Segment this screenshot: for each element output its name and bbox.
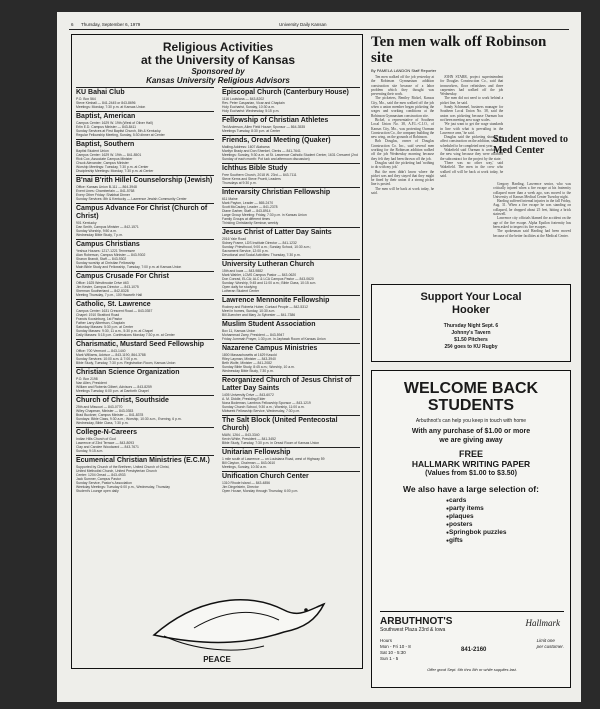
article-paragraph: Douglas said the picketing should not affect construction on the addition, which is scheduled to be completed next year. [440, 135, 504, 148]
organization-name: Campus Christians [76, 241, 140, 248]
organization-name: University Lutheran Church [222, 261, 315, 268]
ad-offer-values: (Values from $1.00 to $3.50) [425, 470, 517, 477]
organization-name: Baptist, Southern [76, 141, 135, 148]
directory-entry [76, 239, 214, 269]
directory-entry [76, 139, 214, 173]
organization-name: College-N-Careers [76, 429, 138, 436]
organization-details: 611 Maine Mark Payton, Leader — 865-2470 Scott McCauley, Leader — 841-2378 Diane Garber, Staff — 843-8914 Large Group Meeting: Friday, 7:30 p.m. in Kansas Union Family Groups at different times Thinking Christianity Seminar, weekly [222, 197, 307, 225]
organization-details: Ted Anderson, Allen Field House; Sponsor — 864-3535 Meetings Tuesday, 8:30 p.m. at Center [222, 125, 306, 133]
store-name: ARBUTHNOT'S [380, 616, 453, 627]
organization-details: Box 11, Kansas Union Mohammad Zarry, President — 843-5947 Friday Jummah Prayer, 1:30 p.m. in Jayhawk Room of Kansas Union [222, 329, 326, 341]
organization-name: Reorganized Church of Jesus Christ of Latter Day Saints [222, 377, 352, 392]
directory-entry [222, 295, 360, 317]
organization-name: Ecumenical Christian Ministries (E.C.M.) [76, 457, 210, 464]
rugby-ad-price: $1.50 Pitchers [454, 337, 488, 343]
article-paragraph: Harding suffered internal injuries in the fall Friday, Aug. 31. When a fire escape he was standing on collapsed, he dropped about 25 feet, hitting a brick stairwell. [493, 199, 571, 217]
organization-details: Campus Center: 1631 Crescent Road — 843-0357 Chapel: 1910 Stratford Road Francis Kocsinburg, 1st Pastor Father Larry Albertson, Chaplain Saturday Masses: 5:30 p.m. at Center Sunday Masses: 9:30, 11 a.m., 5:30 p.m. at Chapel Daily Masses: 5:15 p.m. Confessions Monday 7:30 p.m. at Center [76, 309, 175, 337]
directory-sponsor-line2: Kansas University Religious Advisors [146, 76, 290, 85]
organization-details: Yeshua Houses: 1217-1221 Tennessee Alan Roberson, Campus Minister — 843-9302 Sharon Brandt, Staff — 843-9302 Sunday worship at Christian Fellowship Main Bible Study and Fellowship, Tuesday, 7:00 p.m. at Kansas Union [76, 249, 182, 269]
side-article-body [493, 182, 571, 238]
organization-details: 1310 Rhode Island — 843-4856 Jim Dingelstein, Director Open House, Monday through Thursday, 6:00 p.m. [222, 481, 299, 493]
limit-line2: per customer. [536, 644, 564, 649]
directory-right-column [222, 87, 360, 647]
organization-name: Intervarsity Christian Fellowship [222, 189, 331, 196]
organization-details: 901 Kentucky Dan Smith, Campus Minister — 842-1571 Sunday Worship, 9:50 a.m. Wednesday Bible Study, 7 p.m. [76, 221, 139, 237]
rugby-ad-cause: 25¢ goes to KU Rugby [444, 344, 498, 350]
article-paragraph: Bob Douglas, owner of Douglas Construction Co. Inc., said several men working for the Robinson addition walked off the job Wednesday morning because they felt they had been thrown off the job. [371, 139, 435, 161]
limit-note [537, 638, 564, 662]
article-paragraph: JOHN STARR, project superintendent for Douglas Construction Co., said that ironworkers, floor refinishers and three carpenters had walked off the job Wednesday. [440, 75, 504, 97]
page-date: Thursday, September 6, 1979 [81, 22, 141, 27]
organization-details: MAIN, 1264 — 843-3340 Kevin White, President — 841-3452 Bible Study, Tuesday, 7:30 p.m. in Oread Room of Kansas Union [222, 433, 320, 445]
organization-details: 2016 Yale Road Sidney Frame, LDS Institute Director — 841-1232 Sunday: Priesthood, 9:00 a.m.; Sunday School, 10:30 a.m.; Sacrament Service, 12:00 p.m. Devotional and Social Activities: Thursday, 7:30 p.m. [222, 237, 312, 257]
article-paragraph: But the men didn't know where the picket was and they stayed that they might be fined by their union if a strong picket line is posted. [371, 169, 435, 187]
organization-name: Muslim Student Association [222, 321, 316, 328]
organization-name: Episcopal Church (Canterbury House) [222, 89, 349, 96]
ad-welcome-line2: STUDENTS [427, 397, 515, 414]
peace-caption: PEACE [203, 655, 231, 664]
directory-title-line2: at the University of Kansas [140, 53, 296, 67]
organization-name: Christian Science Organization [76, 369, 180, 376]
article-paragraph: The spokesman said Harding had been moved because of the better facilities at the Medical Center. [493, 229, 571, 238]
article-headline: Ten men walk off Robinson site [371, 34, 547, 66]
organization-name: KU Bahai Club [76, 89, 125, 96]
organization-name: Unification Church Center [222, 473, 309, 480]
organization-details: Supported by Church of the Brethren, United Church of Christ, United Methodist Church, United Presbyterian Church Center: 1204 Oread — 843-4933 Jack Sumner, Campus Pastor Sunday Service, Pastor's Association Weekday Meetings: Tuesday 6:00 p.m., Wednesday, Thursday Student's Lounge open daily [76, 465, 170, 493]
directory-entry [222, 187, 360, 225]
organization-name: Unitarian Fellowship [222, 449, 291, 456]
ad-also-line: We also have a large selection of: [403, 484, 539, 494]
directory-entry [76, 87, 214, 109]
directory-entry [222, 447, 360, 469]
article-column-1 [371, 75, 434, 195]
ad-help-line: Arbuthnot's can help you keep in touch with home [415, 418, 527, 424]
organization-details: P.O. Box 2198 Nan Allen, President William and Roberta Gilbert, Advisors — 843-8259 Meetings Tuesday, 6:00 p.m. at Danforth Chapel [76, 377, 152, 393]
directory-entry [76, 427, 214, 453]
directory-entry [76, 339, 214, 365]
directory-entry [222, 343, 360, 373]
organization-details: 1 mile south of Lawrence — on Louisiana Road, west of Highway 59 Bill Clayton, Chairman — 843-0610 Meetings, Sunday, 10:30 a.m. [222, 457, 325, 469]
organization-name: Jesus Christ of Latter Day Saints [222, 229, 332, 236]
directory-entry [222, 115, 360, 133]
ad-item: ● plaques [446, 513, 570, 521]
article-paragraph: Gregory Harding, Lawrence senior, who was critically injured when a fire escape at his fraternity collapsed more than a week ago, was moved to the University of Kansas Medical Center Tuesday night. [493, 182, 571, 199]
rugby-ad-date: Thursday Night Sept. 6 [443, 323, 499, 329]
directory-entry [222, 259, 360, 293]
directory-entry [222, 375, 360, 413]
organization-name: Charismatic, Mustard Seed Fellowship [76, 341, 204, 348]
organization-name: Fellowship of Christian Athletes [222, 117, 329, 124]
ad-item: ● cards [446, 497, 570, 505]
organization-details: 25th and Missouri — 843-0770 Wiley Chapman, Minister — 843-0353 Brad Buckner, Campus Minister — 841-8378 Sundays: Bible Class, 9:30 a.m.; Worship, 10:30 a.m., Evening, 6 p.m. Wednesday, Bible Class, 7:30 p.m. [76, 405, 182, 425]
organization-details: Free Southern Church, 2018 W. 23rd — 843-7111 Steve Kerns and Steve Pruett, Leaders Thursdays at 9:30 p.m. [222, 173, 297, 185]
directory-entry [76, 455, 214, 493]
ad-item: ● gifts [446, 537, 570, 545]
rugby-ad [371, 284, 571, 362]
hours-weekday: Mon - Fri 10 - 8 [380, 644, 411, 649]
rugby-ad-headline-1: Support Your Local [420, 291, 522, 303]
limit-line1: Limit one [536, 638, 555, 643]
organization-details: Office: 1625 Westbrooke Drive #63 Jim Kester, Campus Director — 843-1075 Sherman Southerland — 842-8328 Meeting Thursday, 7 p.m., 100 Haworth Hall [76, 281, 143, 297]
organization-details: Indian Hills Church of God Lawrence of 23rd Terrace — 843-8093 Clay and Carolee Woodward — 843-7671 Sunday, 9:15 a.m. [76, 437, 139, 453]
hours-saturday: Sat 10 - 5:30 [380, 650, 406, 655]
masthead-rule [69, 29, 569, 30]
organization-name: B'nai B'rith Hillel Counselorship (Jewish) [76, 177, 213, 184]
organization-details: 1116 Louisiana — 843-8202 Rev. Peter Casparian, Vicar and Chaplain Holy Eucharist, Sunday, 10:30 a.m. Holy Eucharist: Wednesday, 5:15 p.m. [222, 97, 285, 113]
organization-name: Friends, Oread Meeting (Quaker) [222, 137, 331, 144]
store-location: Southwest Plaza 23rd & Iowa [380, 627, 446, 633]
side-article-headline: Student moved to Med Center [493, 134, 569, 156]
directory-entry [222, 319, 360, 341]
directory-left-column [76, 87, 214, 647]
hallmark-logo: Hallmark [525, 618, 560, 628]
directory-entry [76, 367, 214, 393]
organization-name: Baptist, American [76, 113, 136, 120]
directory-entry [76, 271, 214, 297]
article-paragraph: The men will be back at work today, he said. [371, 186, 435, 196]
ad-item: ● party items [446, 505, 570, 513]
directory-title-line1: Religious Activities [162, 40, 274, 54]
organization-name: Nazarene Campus Ministries [222, 345, 318, 352]
ad-welcome-line1: WELCOME BACK [403, 380, 539, 397]
organization-details: Office: Kansas Union B-111 — 864-3948 Event Lines: Chamberlain — 841-5768 Every Other Friday: Shabbat Dinner Sunday Services: 8th & Kentucky — Lawrence Jewish Community Center [76, 185, 187, 201]
organization-details: Baptist Student Union Campus Center: 1629 W. 19th — 841-8501 Rick Cox, Associate Campus Minister Chuck Alexander, Campus Minister Worship Meetings: Tuesday, 7:30 p.m. at Center Discipleship Meetings: Monday, 7:30 p.m. at Center [76, 149, 154, 173]
robinson-article [371, 34, 571, 195]
directory-entry [222, 135, 360, 161]
organization-name: The Salt Block (United Pentecostal Church) [222, 417, 338, 432]
newspaper-page [57, 12, 581, 702]
organization-name: Church of Christ, Southside [76, 397, 169, 404]
ad-purchase-line1: With any purchase of $1.00 or more [411, 428, 531, 435]
rugby-ad-venue: Johnny's Tavern [451, 330, 491, 336]
article-paragraph: Ten men walked off the job yesterday at the Robinson Gymnasium addition construction site because of a labor problem which they thought was preventing their work. [371, 75, 435, 97]
organization-details: Mailing Address: 1607 Alabama Marilyn Brady and Don Shenkel, Clerks — 841-7641 Meetings: Sunday, 9:30 a.m. at St. Lawrence Catholic Student Center, 1631 Crescent (2nd Sunday of each month: Pot luck and afternoon discussion) [222, 145, 358, 161]
offer-terms: Offer good Sept. 6th thru 8th or while supplies last. [427, 667, 517, 672]
organization-name: Lawrence Mennonite Fellowship [222, 297, 330, 304]
organization-name: Catholic, St. Lawrence [76, 301, 151, 308]
organization-details: P.O. Box 564 Steve Kimball — 841-2445 or 843-8696 Meetings: Monday, 7:30 p.m. at Kansas Union [76, 97, 146, 109]
directory-entry [222, 163, 360, 185]
organization-details: Rodney and Roberta Huber, Contact People — 842-5312 Meet in homes, Sunday, 10:30 a.m. Bill Zuercher and Mary Jo Sylvester — 841-7386 [222, 305, 308, 317]
article-paragraph: Douglas said the picketing had 'nothing to do with my job.' [371, 160, 435, 170]
religious-directory-ad [71, 34, 363, 669]
directory-entry [222, 227, 360, 257]
store-block [380, 611, 564, 672]
ad-item-list [446, 497, 570, 545]
page-number: 6 [71, 22, 74, 27]
organization-details: 1800 Massachusetts at 1629 Kasold Riley Layman, Minister — 843-3940 Beth Wolfe, Minister — 841-2082 Sunday Bible Study, 8:45 a.m.; Worship, 10 a.m. Wednesday Bible Study, 7:30 p.m. [222, 353, 295, 373]
hours-label: Hours [380, 638, 393, 643]
article-paragraph: Sandy Schimmel, business manager for Southern Local Union No. 38, said the union was picketing because Ourman has not been meeting area wage scales. [440, 105, 504, 122]
article-paragraph: The picketers, Bentley Bickel, Kansas City, Mo., said the men walked off the job when a union member began picketing the wages and working conditions at the Robinson Gymnasium construction site. [371, 96, 435, 118]
organization-name: Ichthus Bible Study [222, 165, 288, 172]
newspaper-name: University Daily Kansan [279, 22, 327, 27]
directory-header [82, 41, 354, 85]
store-hours [380, 638, 411, 662]
directory-entry [76, 299, 214, 337]
article-paragraph: 'We just want to get the wage standards in line with what is prevailing in the Lawrence area,' he said. [440, 122, 504, 135]
ad-item: ● posters [446, 521, 570, 529]
directory-entry [76, 111, 214, 137]
organization-details: 15th and Iowa — 843-9882 Mark Wahler, LCMS Campus Pastor — 843-0620 Don Conrad, ELCA; ALC & LCA Campus Pastor — 843-0620 Sunday: Worship, 9:45 and 11:00 a.m.; Bible Class, 10:15 a.m. Open daily for studying Lutheran Student Center [222, 269, 317, 293]
rugby-ad-headline-2: Hooker [452, 304, 490, 316]
directory-entry [76, 203, 214, 237]
directory-entry [76, 175, 214, 201]
organization-details: 1405 University Drive — 843-6072 A. M. Diddle, Presiding Elder Nona Bodeman, Lambros Fellowship Sponsor — 843-1219 Sunday Church School, 9:30 a.m.; Worship, 11:00 a.m. Midweek Fellowship Service, Wednesday, 7:30 p.m. [222, 393, 311, 413]
directory-entry [222, 471, 360, 493]
article-paragraph: 'There was no other way,' said Wakefield. The men in the crew who walked off will be back at work today, he said. [440, 160, 504, 178]
article-paragraph: The men did not need to work behind a picket line, he said. [440, 96, 504, 105]
directory-entry [222, 87, 360, 113]
article-byline: By PAMELA LANDON Staff Reporter [371, 68, 437, 73]
organization-details: Campus Center: 1629 W. 19th (West of Oliver Hall) Erlin E.D. Campus Minister — 843-8411 Sunday Services at First Baptist Church, 8th & Kentucky. Regular Fellowship Meeting, Sunday, 5:30 dinner at Center [76, 121, 165, 137]
directory-sponsor-line1: Sponsored by [191, 67, 245, 76]
organization-details: Office: 700 Vermont — 843-1440 Mark Williams, Advisor — 843-1190, 864-3788 Sunday Services: 10:00 a.m. & 7:00 p.m. Bible Study, Tuesday, 7:30 p.m. Registration Room, Kansas Union [76, 349, 176, 365]
store-phone: 841-2160 [461, 647, 487, 653]
ad-offer-item: HALLMARK WRITING PAPER [411, 459, 531, 469]
hours-sunday: Sun 1 - 5 [380, 656, 399, 661]
organization-name: Campus Crusade For Christ [76, 273, 169, 280]
article-paragraph: Lawrence city officials blamed the accident on the age of the fire escape. Alpha Epsilon fraternity has been asked to inspect its fire escapes. [493, 216, 571, 229]
article-paragraph: Wakefield said Ourman is working on the new wing because they were awarded the subcontract for the project by the state. [440, 148, 504, 161]
organization-name: Campus Advance For Christ (Church of Christ) [76, 205, 208, 220]
article-paragraph: Bickel, a representative of Southern Local Union No. 38, A.F.L.-C.I.O., of Kansas City, Mo., was protesting Ourman Construction Co., the company building the new wing, on the grounds of Robinson. [371, 117, 435, 140]
ad-purchase-line2: we are giving away [439, 436, 503, 444]
directory-entry [222, 415, 360, 445]
dove-illustration [134, 580, 334, 660]
ad-item: ● Springbok puzzles [446, 529, 570, 537]
directory-entry [76, 395, 214, 425]
arbuthnots-ad [371, 370, 571, 688]
ad-free: FREE [458, 449, 483, 459]
